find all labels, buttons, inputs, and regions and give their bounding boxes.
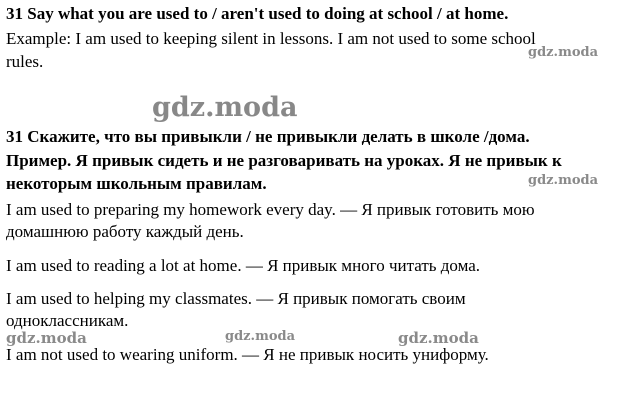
answer-2-line-1: I am used to reading a lot at home. — Я привык много читать дома. [6,256,481,275]
task-en-example-line-2: rules. [6,52,44,71]
answer-1-line-1: I am used to preparing my homework every day. — Я привык готовить мою [6,200,535,219]
answer-1-line-2: домашнюю работу каждый день. [6,222,244,241]
answer-4-line-1: I am not used to wearing uniform. — Я не привык носить униформу. [6,345,489,364]
answer-3-line-2: одноклассникам. [6,311,129,330]
answer-3-line-1: I am used to helping my classmates. — Я привык помогать своим [6,289,466,308]
task-en-heading: 31 Say what you are used to / aren't used to doing at school / at home. [6,4,509,23]
watermark: gdz.moda [152,92,298,123]
watermark: gdz.moda [528,173,599,188]
watermark: gdz.moda [398,329,479,347]
task-en-example-line-1: Example: I am used to keeping silent in lessons. I am not used to some school [6,29,536,48]
watermark: gdz.moda [528,45,599,60]
watermark: gdz.moda [6,329,87,347]
watermark: gdz.moda [225,329,296,344]
task-ru-example-line-1: Пример. Я привык сидеть и не разговаривать на уроках. Я не привык к [6,151,562,170]
task-ru-heading: 31 Скажите, что вы привыкли / не привыкли делать в школе /дома. [6,127,530,146]
task-ru-example-line-2: некоторым школьным правилам. [6,174,267,193]
